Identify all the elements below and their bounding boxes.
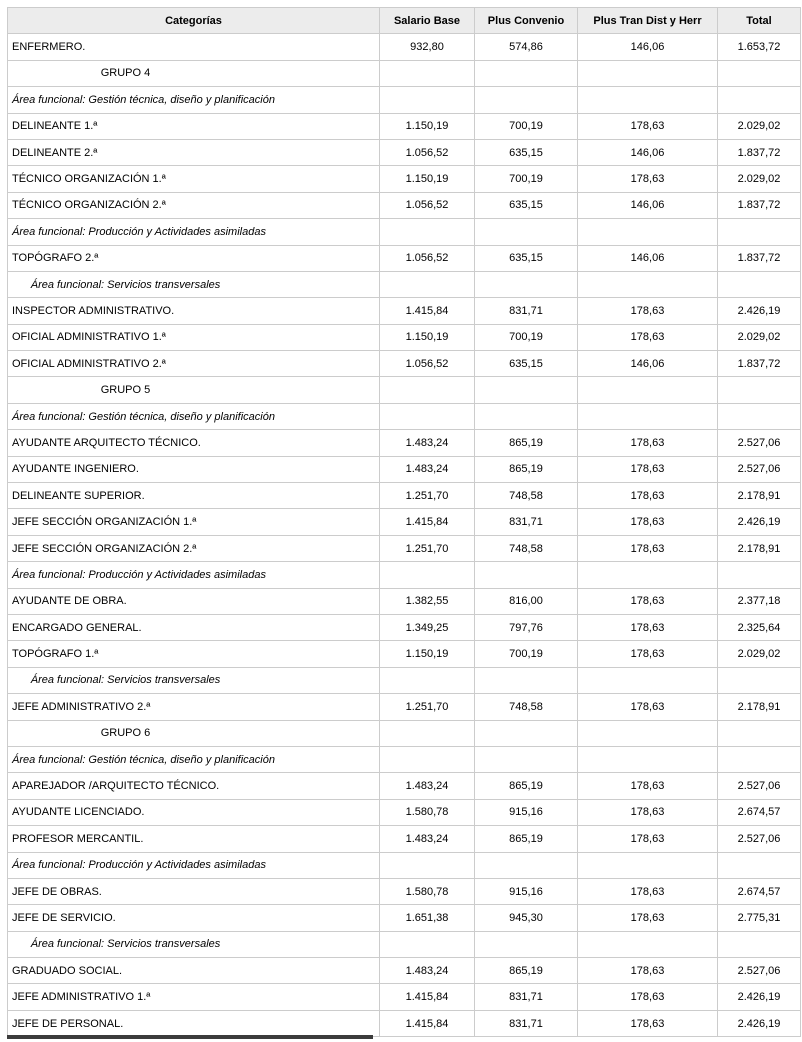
value-cell: 2.527,06 xyxy=(718,773,801,799)
value-cell xyxy=(380,219,475,245)
table-row xyxy=(8,298,801,324)
value-cell xyxy=(578,746,718,772)
table-row xyxy=(8,192,801,218)
value-cell: 1.837,72 xyxy=(718,139,801,165)
value-cell: 178,63 xyxy=(578,430,718,456)
value-cell: 1.251,70 xyxy=(380,694,475,720)
value-cell: 1.415,84 xyxy=(380,298,475,324)
value-cell: 1.150,19 xyxy=(380,166,475,192)
value-cell: 146,06 xyxy=(578,245,718,271)
group-label-cell: GRUPO 5 xyxy=(8,377,380,403)
table-row xyxy=(8,1010,801,1036)
table-row xyxy=(8,984,801,1010)
value-cell: 146,06 xyxy=(578,192,718,218)
value-cell xyxy=(380,720,475,746)
category-cell: OFICIAL ADMINISTRATIVO 2.ª xyxy=(8,351,380,377)
value-cell: 146,06 xyxy=(578,34,718,60)
value-cell: 2.029,02 xyxy=(718,324,801,350)
value-cell: 2.426,19 xyxy=(718,509,801,535)
value-cell: 1.251,70 xyxy=(380,535,475,561)
value-cell: 178,63 xyxy=(578,456,718,482)
table-row xyxy=(8,483,801,509)
table-row xyxy=(8,905,801,931)
area-row xyxy=(8,271,801,297)
value-cell: 700,19 xyxy=(475,324,578,350)
value-cell: 2.674,57 xyxy=(718,878,801,904)
value-cell: 178,63 xyxy=(578,984,718,1010)
category-cell: TÉCNICO ORGANIZACIÓN 2.ª xyxy=(8,192,380,218)
value-cell: 700,19 xyxy=(475,113,578,139)
value-cell xyxy=(475,60,578,86)
value-cell xyxy=(475,667,578,693)
value-cell: 1.415,84 xyxy=(380,1010,475,1036)
value-cell: 831,71 xyxy=(475,984,578,1010)
value-cell xyxy=(718,852,801,878)
category-cell: OFICIAL ADMINISTRATIVO 1.ª xyxy=(8,324,380,350)
group-label-cell: GRUPO 4 xyxy=(8,60,380,86)
category-cell: PROFESOR MERCANTIL. xyxy=(8,826,380,852)
table-row xyxy=(8,351,801,377)
value-cell: 865,19 xyxy=(475,826,578,852)
value-cell: 932,80 xyxy=(380,34,475,60)
value-cell: 831,71 xyxy=(475,1010,578,1036)
value-cell: 1.653,72 xyxy=(718,34,801,60)
table-row xyxy=(8,826,801,852)
value-cell: 178,63 xyxy=(578,799,718,825)
value-cell: 2.377,18 xyxy=(718,588,801,614)
value-cell xyxy=(380,562,475,588)
value-cell: 2.426,19 xyxy=(718,984,801,1010)
table-row xyxy=(8,614,801,640)
value-cell: 574,86 xyxy=(475,34,578,60)
area-row xyxy=(8,852,801,878)
value-cell: 635,15 xyxy=(475,351,578,377)
value-cell: 2.527,06 xyxy=(718,456,801,482)
value-cell: 915,16 xyxy=(475,799,578,825)
value-cell: 915,16 xyxy=(475,878,578,904)
value-cell xyxy=(718,219,801,245)
area-label-cell: Área funcional: Producción y Actividades asimiladas xyxy=(8,562,380,588)
value-cell: 2.029,02 xyxy=(718,641,801,667)
value-cell: 797,76 xyxy=(475,614,578,640)
value-cell: 2.029,02 xyxy=(718,166,801,192)
cutoff-next-element-bar xyxy=(7,1035,373,1039)
area-label-cell: Área funcional: Gestión técnica, diseño y planificación xyxy=(8,746,380,772)
table-row xyxy=(8,535,801,561)
value-cell: 700,19 xyxy=(475,641,578,667)
table-row xyxy=(8,958,801,984)
category-cell: AYUDANTE INGENIERO. xyxy=(8,456,380,482)
value-cell xyxy=(475,852,578,878)
value-cell: 831,71 xyxy=(475,509,578,535)
value-cell xyxy=(380,377,475,403)
value-cell: 2.527,06 xyxy=(718,958,801,984)
value-cell: 1.837,72 xyxy=(718,245,801,271)
table-row xyxy=(8,324,801,350)
value-cell xyxy=(718,60,801,86)
value-cell xyxy=(475,219,578,245)
value-cell: 1.056,52 xyxy=(380,139,475,165)
table-row xyxy=(8,878,801,904)
value-cell xyxy=(578,87,718,113)
column-header-categorias: Categorías xyxy=(8,8,380,34)
category-cell: TOPÓGRAFO 1.ª xyxy=(8,641,380,667)
value-cell: 178,63 xyxy=(578,324,718,350)
area-label-cell: Área funcional: Producción y Actividades asimiladas xyxy=(8,219,380,245)
value-cell: 2.178,91 xyxy=(718,535,801,561)
category-cell: APAREJADOR /ARQUITECTO TÉCNICO. xyxy=(8,773,380,799)
value-cell: 1.580,78 xyxy=(380,799,475,825)
value-cell: 2.178,91 xyxy=(718,694,801,720)
value-cell: 1.150,19 xyxy=(380,641,475,667)
value-cell xyxy=(578,852,718,878)
area-row xyxy=(8,746,801,772)
table-row xyxy=(8,166,801,192)
value-cell: 1.415,84 xyxy=(380,509,475,535)
value-cell: 1.056,52 xyxy=(380,351,475,377)
area-row xyxy=(8,562,801,588)
value-cell: 1.150,19 xyxy=(380,113,475,139)
table-row xyxy=(8,456,801,482)
value-cell xyxy=(475,271,578,297)
category-cell: DELINEANTE SUPERIOR. xyxy=(8,483,380,509)
value-cell: 865,19 xyxy=(475,456,578,482)
area-row xyxy=(8,667,801,693)
value-cell: 1.349,25 xyxy=(380,614,475,640)
table-row xyxy=(8,139,801,165)
salary-table xyxy=(7,7,801,1037)
value-cell: 1.056,52 xyxy=(380,192,475,218)
value-cell xyxy=(718,746,801,772)
value-cell: 748,58 xyxy=(475,535,578,561)
value-cell xyxy=(475,720,578,746)
value-cell: 178,63 xyxy=(578,1010,718,1036)
category-cell: TOPÓGRAFO 2.ª xyxy=(8,245,380,271)
category-cell: JEFE DE SERVICIO. xyxy=(8,905,380,931)
value-cell: 178,63 xyxy=(578,641,718,667)
category-cell: JEFE SECCIÓN ORGANIZACIÓN 2.ª xyxy=(8,535,380,561)
value-cell xyxy=(718,87,801,113)
value-cell xyxy=(475,746,578,772)
value-cell: 865,19 xyxy=(475,958,578,984)
area-label-cell: Área funcional: Producción y Actividades asimiladas xyxy=(8,852,380,878)
table-row xyxy=(8,588,801,614)
value-cell: 178,63 xyxy=(578,298,718,324)
value-cell xyxy=(380,852,475,878)
value-cell: 1.837,72 xyxy=(718,351,801,377)
value-cell: 1.483,24 xyxy=(380,958,475,984)
table-row xyxy=(8,641,801,667)
value-cell: 2.325,64 xyxy=(718,614,801,640)
table-row xyxy=(8,113,801,139)
category-cell: JEFE DE PERSONAL. xyxy=(8,1010,380,1036)
value-cell xyxy=(380,667,475,693)
value-cell xyxy=(578,720,718,746)
value-cell: 178,63 xyxy=(578,905,718,931)
value-cell xyxy=(718,562,801,588)
value-cell: 1.837,72 xyxy=(718,192,801,218)
column-header-total: Total xyxy=(718,8,801,34)
column-header-plus-convenio: Plus Convenio xyxy=(475,8,578,34)
value-cell: 178,63 xyxy=(578,509,718,535)
value-cell: 865,19 xyxy=(475,430,578,456)
category-cell: TÉCNICO ORGANIZACIÓN 1.ª xyxy=(8,166,380,192)
value-cell xyxy=(380,403,475,429)
value-cell xyxy=(380,87,475,113)
value-cell: 178,63 xyxy=(578,588,718,614)
value-cell: 635,15 xyxy=(475,245,578,271)
value-cell xyxy=(578,377,718,403)
value-cell: 178,63 xyxy=(578,535,718,561)
value-cell xyxy=(718,377,801,403)
value-cell xyxy=(380,60,475,86)
value-cell: 2.178,91 xyxy=(718,483,801,509)
value-cell: 2.674,57 xyxy=(718,799,801,825)
area-row xyxy=(8,931,801,957)
area-label-cell: Área funcional: Gestión técnica, diseño y planificación xyxy=(8,403,380,429)
area-label-cell: Área funcional: Servicios transversales xyxy=(8,667,380,693)
value-cell: 831,71 xyxy=(475,298,578,324)
value-cell xyxy=(578,219,718,245)
table-row xyxy=(8,34,801,60)
group-label-cell: GRUPO 6 xyxy=(8,720,380,746)
column-header-salario-base: Salario Base xyxy=(380,8,475,34)
area-label-cell: Área funcional: Servicios transversales xyxy=(8,271,380,297)
area-row xyxy=(8,219,801,245)
value-cell: 748,58 xyxy=(475,483,578,509)
value-cell: 178,63 xyxy=(578,773,718,799)
value-cell xyxy=(380,271,475,297)
value-cell: 1.483,24 xyxy=(380,773,475,799)
area-row xyxy=(8,403,801,429)
category-cell: JEFE SECCIÓN ORGANIZACIÓN 1.ª xyxy=(8,509,380,535)
value-cell xyxy=(475,377,578,403)
area-row xyxy=(8,87,801,113)
value-cell xyxy=(718,403,801,429)
value-cell: 748,58 xyxy=(475,694,578,720)
table-row xyxy=(8,773,801,799)
category-cell: AYUDANTE LICENCIADO. xyxy=(8,799,380,825)
value-cell xyxy=(578,403,718,429)
value-cell: 816,00 xyxy=(475,588,578,614)
value-cell: 635,15 xyxy=(475,139,578,165)
value-cell xyxy=(475,562,578,588)
value-cell: 1.251,70 xyxy=(380,483,475,509)
value-cell xyxy=(380,931,475,957)
value-cell xyxy=(475,403,578,429)
value-cell: 700,19 xyxy=(475,166,578,192)
value-cell: 2.775,31 xyxy=(718,905,801,931)
category-cell: JEFE ADMINISTRATIVO 1.ª xyxy=(8,984,380,1010)
value-cell: 865,19 xyxy=(475,773,578,799)
value-cell: 2.426,19 xyxy=(718,1010,801,1036)
area-label-cell: Área funcional: Servicios transversales xyxy=(8,931,380,957)
category-cell: DELINEANTE 1.ª xyxy=(8,113,380,139)
value-cell: 1.056,52 xyxy=(380,245,475,271)
header-row xyxy=(8,8,801,34)
value-cell: 146,06 xyxy=(578,139,718,165)
value-cell xyxy=(718,720,801,746)
value-cell: 1.483,24 xyxy=(380,430,475,456)
table-row xyxy=(8,694,801,720)
value-cell: 945,30 xyxy=(475,905,578,931)
value-cell: 178,63 xyxy=(578,614,718,640)
value-cell: 178,63 xyxy=(578,694,718,720)
value-cell: 1.483,24 xyxy=(380,826,475,852)
table-row xyxy=(8,430,801,456)
value-cell xyxy=(475,87,578,113)
value-cell: 178,63 xyxy=(578,826,718,852)
group-row xyxy=(8,60,801,86)
value-cell: 178,63 xyxy=(578,958,718,984)
value-cell: 178,63 xyxy=(578,166,718,192)
value-cell: 2.426,19 xyxy=(718,298,801,324)
value-cell xyxy=(718,667,801,693)
category-cell: ENCARGADO GENERAL. xyxy=(8,614,380,640)
category-cell: AYUDANTE DE OBRA. xyxy=(8,588,380,614)
value-cell xyxy=(578,60,718,86)
table-body xyxy=(8,34,801,1037)
table-row xyxy=(8,799,801,825)
category-cell: DELINEANTE 2.ª xyxy=(8,139,380,165)
value-cell: 2.029,02 xyxy=(718,113,801,139)
category-cell: AYUDANTE ARQUITECTO TÉCNICO. xyxy=(8,430,380,456)
value-cell: 1.483,24 xyxy=(380,456,475,482)
value-cell xyxy=(578,562,718,588)
value-cell xyxy=(578,667,718,693)
value-cell: 2.527,06 xyxy=(718,826,801,852)
group-row xyxy=(8,377,801,403)
value-cell: 178,63 xyxy=(578,113,718,139)
value-cell xyxy=(578,931,718,957)
value-cell: 1.651,38 xyxy=(380,905,475,931)
value-cell xyxy=(578,271,718,297)
group-row xyxy=(8,720,801,746)
category-cell: INSPECTOR ADMINISTRATIVO. xyxy=(8,298,380,324)
value-cell: 146,06 xyxy=(578,351,718,377)
value-cell xyxy=(380,746,475,772)
category-cell: JEFE DE OBRAS. xyxy=(8,878,380,904)
table-header xyxy=(8,8,801,34)
value-cell: 2.527,06 xyxy=(718,430,801,456)
value-cell: 1.150,19 xyxy=(380,324,475,350)
category-cell: JEFE ADMINISTRATIVO 2.ª xyxy=(8,694,380,720)
value-cell: 178,63 xyxy=(578,878,718,904)
category-cell: GRADUADO SOCIAL. xyxy=(8,958,380,984)
value-cell xyxy=(475,931,578,957)
value-cell: 1.580,78 xyxy=(380,878,475,904)
area-label-cell: Área funcional: Gestión técnica, diseño y planificación xyxy=(8,87,380,113)
table-row xyxy=(8,245,801,271)
column-header-plus-tran-dist-y-herr: Plus Tran Dist y Herr xyxy=(578,8,718,34)
value-cell xyxy=(718,931,801,957)
value-cell: 635,15 xyxy=(475,192,578,218)
table-row xyxy=(8,509,801,535)
value-cell: 1.382,55 xyxy=(380,588,475,614)
value-cell: 178,63 xyxy=(578,483,718,509)
category-cell: ENFERMERO. xyxy=(8,34,380,60)
value-cell: 1.415,84 xyxy=(380,984,475,1010)
value-cell xyxy=(718,271,801,297)
